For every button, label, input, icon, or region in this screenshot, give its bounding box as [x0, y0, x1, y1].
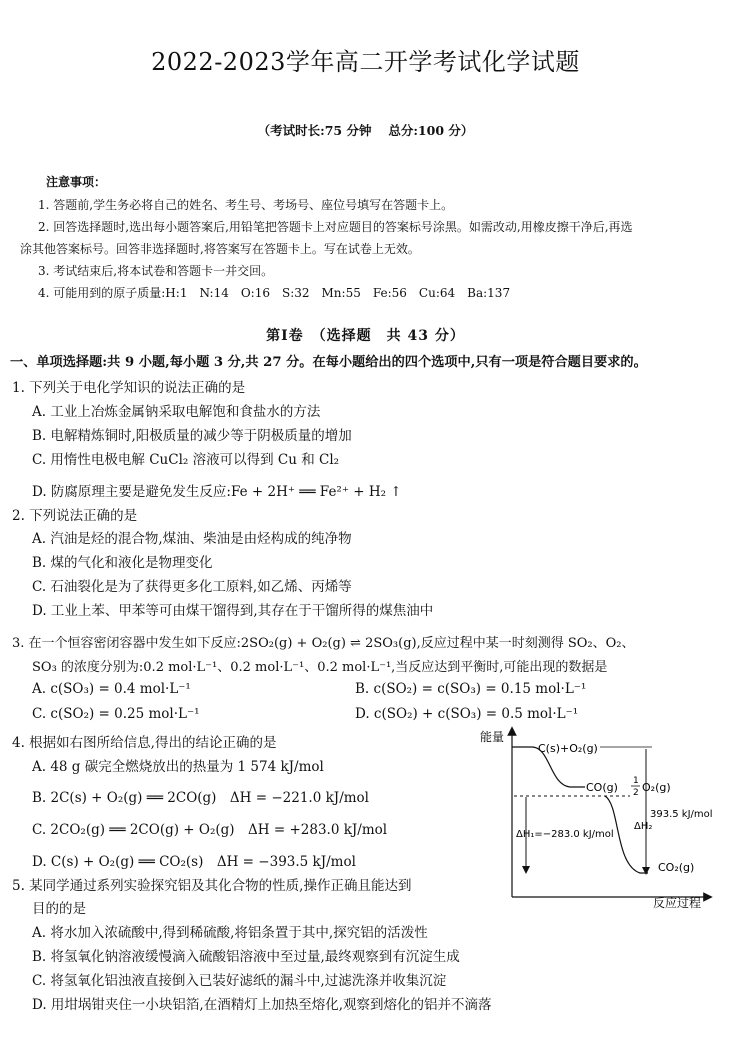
question-stem: 3. 在一个恒容密闭容器中发生如下反应:2SO₂(g) + O₂(g) ⇌ 2SO₃(g),反应过程中某一时刻测得 SO₂、O₂、	[12, 636, 635, 651]
question-stem: 4. 根据如右图所给信息,得出的结论正确的是	[12, 735, 277, 751]
notice-item: 3. 考试结束后,将本试卷和答题卡一并交回。	[38, 264, 274, 278]
notice-heading: 注意事项：	[46, 175, 107, 189]
question-option: D. C(s) + O₂(g) ══ CO₂(s) ΔH = −393.5 kJ/mol	[32, 854, 356, 870]
question-option: D. 用坩埚钳夹住一小块铝箔,在酒精灯上加热至熔化,观察到熔化的铝并不滴落	[32, 997, 492, 1013]
question-option: D. c(SO₂) + c(SO₃) = 0.5 mol·L⁻¹	[355, 706, 579, 722]
dh2-label: ΔH₂	[634, 821, 653, 832]
state-mid-half-den: 2	[633, 788, 639, 798]
state-mid-o2: O₂(g)	[642, 781, 671, 794]
question-option: C. 2CO₂(g) ══ 2CO(g) + O₂(g) ΔH = +283.0 kJ/mol	[32, 822, 388, 838]
question-stem: 2. 下列说法正确的是	[12, 508, 138, 524]
question-option: C. 将氢氧化铝浊液直接倒入已装好滤纸的漏斗中,过滤洗涤并收集沉淀	[32, 973, 447, 989]
question-stem: 1. 下列关于电化学知识的说法正确的是	[12, 380, 246, 396]
exam-info: （考试时长:75 分钟 总分:100 分）	[257, 123, 474, 138]
question-option: D. 工业上苯、甲苯等可由煤干馏得到,其存在于干馏所得的煤焦油中	[32, 603, 434, 619]
question-option: A. 48 g 碳完全燃烧放出的热量为 1 574 kJ/mol	[32, 759, 324, 775]
question-option: C. 石油裂化是为了获得更多化工原料,如乙烯、丙烯等	[32, 579, 352, 595]
question-option: B. 煤的气化和液化是物理变化	[32, 555, 213, 571]
question-stem: 5. 某同学通过系列实验探究铝及其化合物的性质,操作正确且能达到	[12, 878, 412, 894]
dh1-label: ΔH₁=−283.0 kJ/mol	[516, 829, 614, 840]
question-option: B. 将氢氧化钠溶液缓慢滴入硫酸铝溶液中至过量,最终观察到有沉淀生成	[32, 949, 460, 965]
question-option: A. 工业上冶炼金属钠采取电解饱和食盐水的方法	[32, 404, 321, 420]
question-option: A. c(SO₃) = 0.4 mol·L⁻¹	[32, 681, 191, 697]
question-option: C. 用惰性电极电解 CuCl₂ 溶液可以得到 Cu 和 Cl₂	[32, 452, 340, 468]
total-label: 393.5 kJ/mol	[650, 809, 713, 820]
question-option: C. c(SO₂) = 0.25 mol·L⁻¹	[32, 706, 200, 722]
notice-item: 2. 回答选择题时,选出每小题答案后,用铅笔把答题卡上对应题目的答案标号涂黑。如需改动,用橡皮擦干净后,再选	[38, 220, 633, 234]
state-bottom: CO₂(g)	[658, 861, 695, 874]
question-option: B. c(SO₂) = c(SO₃) = 0.15 mol·L⁻¹	[355, 681, 587, 697]
question-option: D. 防腐原理主要是避免发生反应:Fe + 2H⁺ ══ Fe²⁺ + H₂ ↑	[32, 484, 402, 500]
x-axis-label: 反应过程	[653, 896, 702, 910]
state-top: C(s)+O₂(g)	[538, 742, 598, 755]
notice-item: 4. 可能用到的原子质量:H:1 N:14 O:16 S:32 Mn:55 Fe:56 Cu:64 Ba:137	[38, 286, 511, 300]
question-stem-cont: SO₃ 的浓度分别为:0.2 mol·L⁻¹、0.2 mol·L⁻¹、0.2 mol·L⁻¹,当反应达到平衡时,可能出现的数据是	[32, 660, 608, 675]
notice-item: 涂其他答案标号。回答非选择题时,将答案写在答题卡上。写在试卷上无效。	[20, 242, 420, 256]
y-axis-label: 能量	[480, 730, 505, 744]
state-mid-half: 1	[633, 776, 639, 786]
question-option: A. 将水加入浓硫酸中,得到稀硫酸,将铝条置于其中,探究铝的活泼性	[32, 925, 428, 941]
question-option: A. 汽油是烃的混合物,煤油、柴油是由烃构成的纯净物	[32, 531, 352, 547]
section-title: 第Ⅰ卷 （选择题 共 43 分）	[266, 328, 465, 344]
part-heading: 一、单项选择题:共 9 小题,每小题 3 分,共 27 分。在每小题给出的四个选项中,只有一项是符合题目要求的。	[10, 355, 647, 370]
question-option: B. 电解精炼铜时,阳极质量的减少等于阴极质量的增加	[32, 428, 352, 444]
page-title: 2022-2023学年高二开学考试化学试题	[151, 48, 580, 76]
energy-diagram	[470, 725, 725, 910]
question-option: B. 2C(s) + O₂(g) ══ 2CO(g) ΔH = −221.0 kJ/mol	[32, 790, 369, 806]
notice-item: 1. 答题前,学生务必将自己的姓名、考生号、考场号、座位号填写在答题卡上。	[38, 198, 454, 212]
question-stem-cont: 目的的是	[32, 901, 86, 917]
state-mid: CO(g)	[586, 781, 618, 794]
